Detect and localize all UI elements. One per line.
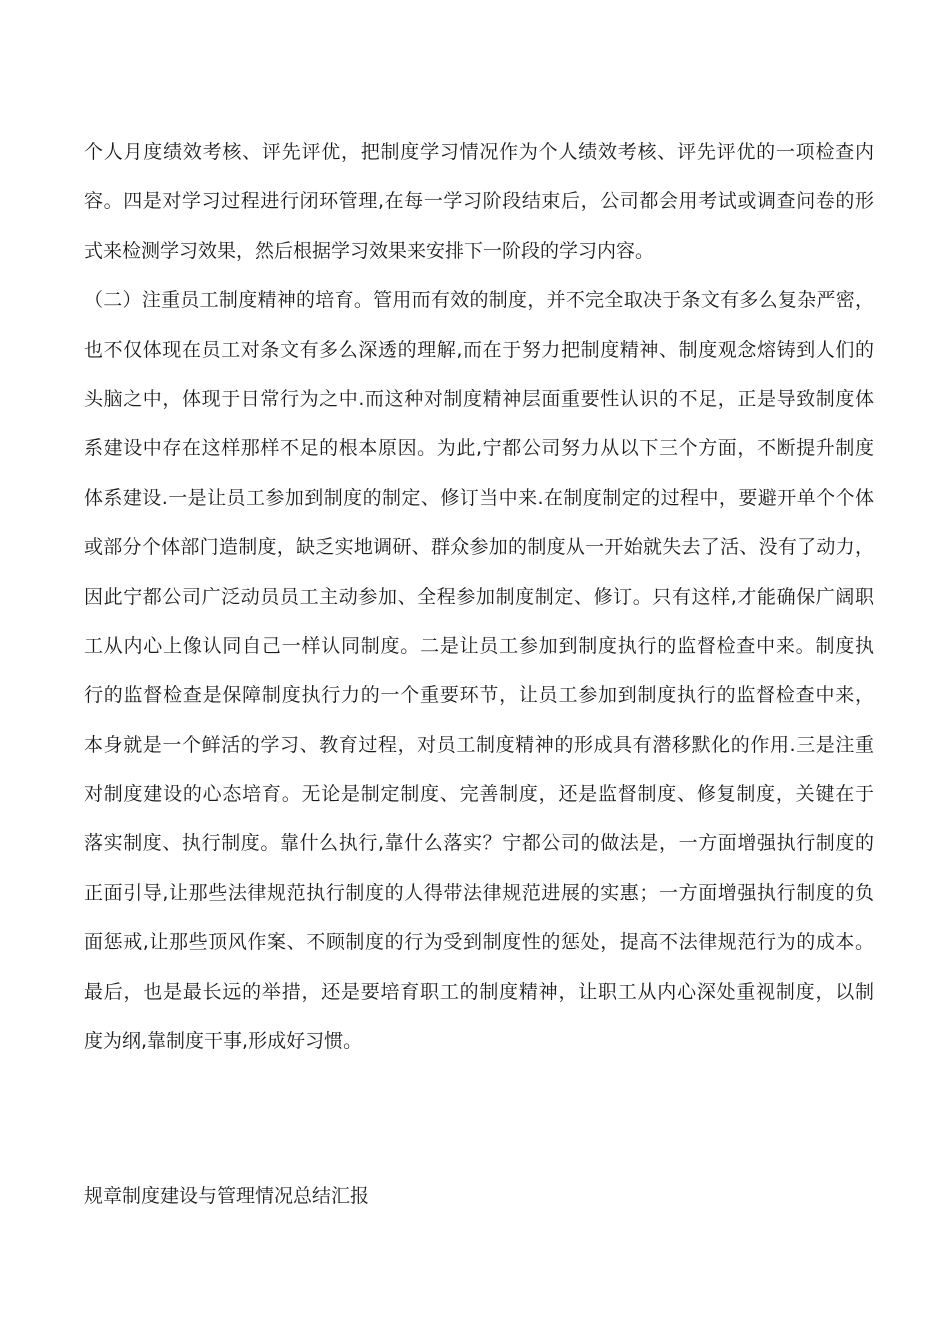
text-line-13: 本身就是一个鲜活的学习、教育过程，对员工制度精神的形成具有潜移默化的作用.三是注重 <box>84 733 874 756</box>
text-line-3: 式来检测学习效果，然后根据学习效果来安排下一阶段的学习内容。 <box>84 239 655 262</box>
text-line-18: 最后，也是最长远的举措，还是要培育职工的制度精神，让职工从内心深处重视制度，以制 <box>84 980 874 1003</box>
text-line-16: 正面引导,让那些法律规范执行制度的人得带法律规范进展的实惠；一方面增强执行制度的负 <box>84 881 874 904</box>
text-line-10: 因此宁都公司广泛动员员工主动参加、全程参加制度制定、修订。只有这样,才能确保广阔职 <box>84 585 874 608</box>
text-line-8: 体系建设.一是让员工参加到制度的制定、修订当中来.在制度制定的过程中，要避开单个个体 <box>84 486 874 509</box>
text-line-5: 也不仅体现在员工对条文有多么深透的理解,而在于努力把制度精神、制度观念熔铸到人们的 <box>84 338 874 361</box>
text-line-11: 工从内心上像认同自己一样认同制度。二是让员工参加到制度执行的监督检查中来。制度执 <box>84 634 874 657</box>
text-line-2: 容。四是对学习过程进行闭环管理,在每一学习阶段结束后，公司都会用考试或调查问卷的形 <box>84 190 874 213</box>
body-paragraphs <box>84 133 874 1071</box>
text-line-6: 头脑之中，体现于日常行为之中.而这种对制度精神层面重要性认识的不足，正是导致制度体 <box>84 387 874 410</box>
text-line-15: 落实制度、执行制度。靠什么执行,靠什么落实？宁都公司的做法是，一方面增强执行制度的 <box>84 832 874 855</box>
document-title: 规章制度建设与管理情况总结汇报 <box>84 1185 370 1207</box>
text-line-12: 行的监督检查是保障制度执行力的一个重要环节，让员工参加到制度执行的监督检查中来， <box>84 684 874 707</box>
text-line-4: （二）注重员工制度精神的培育。管用而有效的制度，并不完全取决于条文有多么复杂严密， <box>84 289 874 312</box>
text-line-9: 或部分个体部门造制度，缺乏实地调研、群众参加的制度从一开始就失去了活、没有了动力， <box>84 536 874 559</box>
text-line-14: 对制度建设的心态培育。无论是制定制度、完善制度，还是监督制度、修复制度，关键在于 <box>84 783 874 806</box>
text-line-1: 个人月度绩效考核、评先评优，把制度学习情况作为个人绩效考核、评先评优的一项检查内 <box>84 141 874 163</box>
text-line-17: 面惩戒,让那些顶风作案、不顾制度的行为受到制度性的惩处，提高不法律规范行为的成本。 <box>84 931 874 954</box>
text-line-19: 度为纲,靠制度干事,形成好习惯。 <box>84 1030 363 1053</box>
text-line-7: 系建设中存在这样那样不足的根本原因。为此,宁都公司努力从以下三个方面，不断提升制度 <box>84 437 874 460</box>
